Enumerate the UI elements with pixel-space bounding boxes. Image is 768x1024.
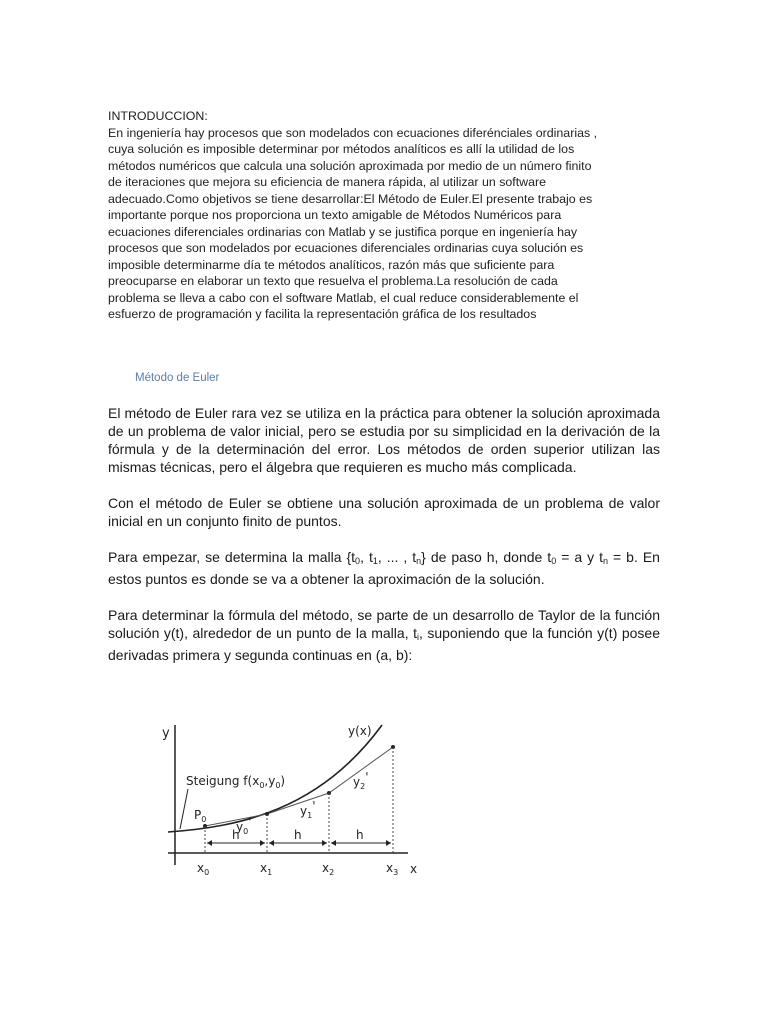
x3-sub: 3 — [393, 868, 399, 877]
text-span: = a y t — [556, 549, 604, 565]
x1-text: x — [260, 861, 268, 875]
text-span: Para determinar la fórmula del método, se parte de un desarrollo de Taylor de la función solución y(t), alrededor de un punto de la malla, t — [108, 607, 660, 641]
slope-sub: 0 — [275, 781, 281, 790]
paragraph-euler-approx: Con el método de Euler se obtiene una solución aproximada de un problema de valor inicial en un conjunto finito de puntos. — [108, 495, 660, 529]
p0-sub: 0 — [201, 815, 207, 824]
body-text — [108, 404, 660, 682]
x2-sub: 2 — [329, 868, 335, 877]
section-heading: Método de Euler — [135, 372, 220, 384]
paragraph-taylor — [108, 606, 660, 664]
intro-line: ecuaciones diferenciales ordinarias con Matlab y se justifica porque en ingeniería hay — [108, 224, 578, 239]
intro-line: de iteraciones que mejora su eficiencia de manera rápida, al utilizar un software — [108, 175, 547, 189]
subscript: 0 — [551, 556, 557, 566]
curve-label: y(x) — [348, 724, 372, 738]
x-axis-label: x — [410, 862, 418, 876]
x0-label — [197, 861, 209, 877]
intro-title: INTRODUCCION: — [108, 109, 208, 123]
x1-label — [260, 861, 272, 877]
subscript: i — [416, 632, 419, 642]
x2-label — [322, 861, 334, 877]
intro-line: preocuparse en elaborar un texto que resuelva el problema.La resolución de cada — [108, 274, 558, 288]
intro-line: esfuerzo de programación y facilita la representación gráfica de los resultados — [108, 307, 537, 321]
subscript: 0 — [355, 556, 361, 566]
subscript: n — [416, 556, 422, 566]
intro-line: métodos numéricos que calcula una solución aproximada por medio de un número finito — [108, 158, 592, 173]
slope-label — [186, 774, 285, 790]
y2-sub: 2 — [360, 782, 366, 791]
euler-diagram — [150, 715, 430, 885]
subscript: 1 — [372, 556, 378, 566]
x0-text: x — [197, 861, 205, 875]
text-span: , ... , t — [377, 549, 417, 565]
intro-line: imposible determinarme día te métodos analíticos, razón más que suficiente para — [108, 257, 555, 272]
y1-prime: ' — [312, 799, 316, 813]
y1-sub: 1 — [307, 811, 313, 820]
x3-label — [386, 861, 398, 877]
y2-prime: ' — [365, 770, 369, 784]
introduction-block — [108, 108, 668, 323]
text-span: } de paso h, donde t — [421, 549, 552, 565]
paragraph-euler-intro: El método de Euler rara vez se utiliza en la práctica para obtener la solución aproximada de un problema de valor inicial, pero se estudia por su simplicidad en la derivación de la fórmula y de la determinación del error. Los métodos de orden superior utilizan las mismas técnicas, pero el álgebra que requieren es mucho más complicada. — [108, 405, 660, 475]
slope-text: ,y — [264, 774, 276, 788]
text-span: , t — [360, 549, 373, 565]
y0-text: y — [236, 820, 244, 834]
subscript: n — [603, 556, 609, 566]
slope-text: ) — [280, 774, 286, 788]
x1-sub: 1 — [267, 868, 273, 877]
x0-sub: 0 — [204, 868, 210, 877]
intro-line: adecuado.Como objetivos se tiene desarrollar:El Método de Euler.El presente trabajo es — [108, 191, 593, 206]
y1-text: y — [300, 804, 308, 818]
h-label-1: h — [232, 828, 240, 842]
text-span: , suponiendo que la función y(t) posee derivadas primera y segunda continuas en (a, b): — [108, 625, 660, 663]
text-span: Para empezar, se determina la malla {t — [108, 549, 356, 565]
y-axis-label: y — [162, 726, 170, 741]
euler-method-figure — [150, 715, 430, 885]
y2-text: y — [353, 775, 361, 789]
slope-sub: 0 — [259, 781, 265, 790]
p0-text: P — [194, 808, 202, 822]
intro-line: importante porque nos proporciona un texto amigable de Métodos Numéricos para — [108, 208, 562, 222]
y0-sub: 0 — [243, 827, 249, 836]
h-label-3: h — [356, 828, 364, 842]
text-span: = b. En estos puntos es donde se va a obtener la aproximación de la solución. — [108, 549, 660, 587]
h-label-2: h — [294, 828, 302, 842]
p0-label — [194, 808, 206, 824]
paragraph-mesh — [108, 548, 660, 588]
intro-line: En ingeniería hay procesos que son modelados con ecuaciones diferénciales ordinarias , — [108, 125, 598, 140]
slope-pointer — [180, 789, 188, 829]
intro-line: cuya solución es imposible determinar por métodos analíticos es allí la utilidad de los — [108, 142, 575, 156]
x3-text: x — [386, 861, 394, 875]
intro-line: procesos que son modelados por ecuaciones diferenciales ordinarias cuya solución es — [108, 241, 584, 255]
y2-label — [353, 770, 369, 791]
x2-text: x — [322, 861, 330, 875]
y0-prime: ' — [248, 815, 252, 829]
slope-text: Steigung f(x — [186, 774, 260, 788]
intro-line: problema se lleva a cabo con el software Matlab, el cual reduce considerablemente el — [108, 290, 579, 305]
